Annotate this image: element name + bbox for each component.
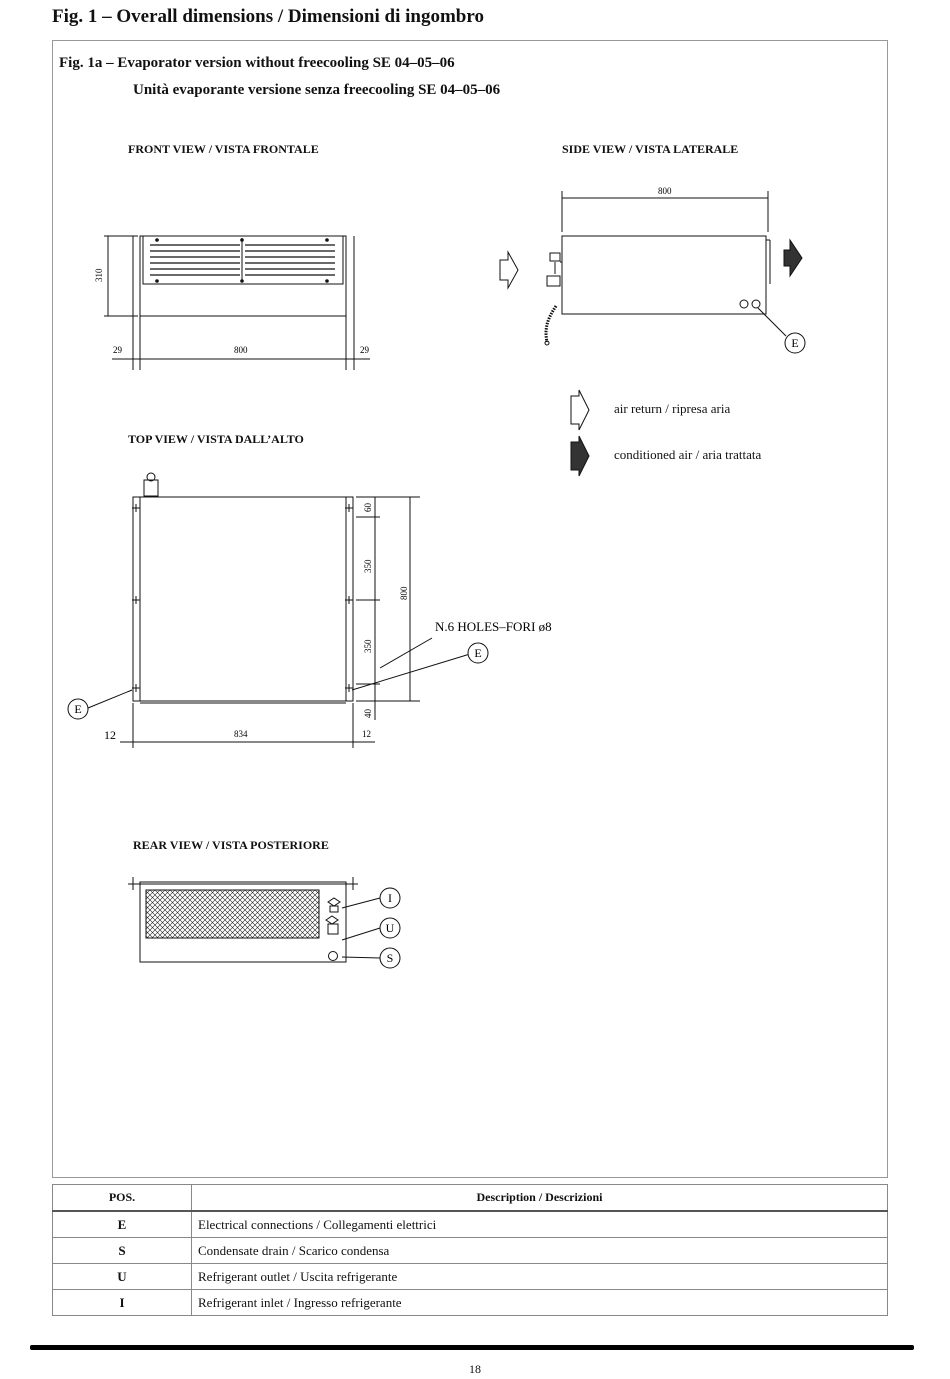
marker-i-rear-label: I [388,891,392,905]
figure-subtitle-it: Unità evaporante versione senza freecooling SE 04–05–06 [133,82,501,98]
row-pos: S [53,1238,192,1264]
legend-air-return-icon [571,390,589,430]
row-description: Electrical connections / Collegamenti elettrici [192,1211,888,1238]
holes-note: N.6 HOLES–FORI ø8 [435,619,552,634]
rear-view-drawing [128,877,380,962]
rear-view-label: REAR VIEW / VISTA POSTERIORE [133,838,329,852]
page-number: 18 [469,1362,481,1376]
row-description: Condensate drain / Scarico condensa [192,1238,888,1264]
side-view-label: SIDE VIEW / VISTA LATERALE [562,142,739,156]
table-header-row [53,1185,888,1212]
marker-e-top-right-label: E [474,646,482,660]
legend-air-return-text: air return / ripresa aria [614,401,731,416]
marker-s-rear-label: S [386,951,394,965]
side-view-drawing [545,191,786,345]
dim-top-width: 834 [234,729,248,739]
air-return-arrow-icon [500,252,518,288]
marker-e-top-left-label: E [74,702,82,716]
table-row [53,1211,888,1238]
row-pos: U [53,1264,192,1290]
dim-front-right: 29 [360,345,369,355]
dim-top-d4: 40 [363,709,373,718]
figure-title: Fig. 1 – Overall dimensions / Dimensioni di ingombro [52,6,484,27]
row-description: Refrigerant inlet / Ingresso refrigerante [192,1290,888,1316]
marker-u-rear-label: U [385,921,395,935]
dim-front-width: 800 [234,345,248,355]
col-header-pos: POS. [53,1185,192,1212]
dim-top-d2: 350 [363,559,373,573]
row-pos: I [53,1290,192,1316]
legend-conditioned-air-icon [571,436,589,476]
dim-front-left: 29 [113,345,122,355]
table-row [53,1264,888,1290]
dim-top-right: 12 [362,729,371,739]
col-header-description: Description / Descrizioni [192,1185,888,1212]
top-view-drawing [88,473,470,748]
dim-top-total: 800 [399,586,409,600]
marker-e-side-label: E [791,336,799,350]
dim-top-d1: 60 [363,503,373,512]
position-legend-table [52,1184,888,1316]
figure-subtitle-en: Fig. 1a – Evaporator version without freecooling SE 04–05–06 [59,55,455,71]
dim-top-d3: 350 [363,639,373,653]
conditioned-air-arrow-icon [784,240,802,276]
front-view-label: FRONT VIEW / VISTA FRONTALE [128,142,319,156]
top-view-label: TOP VIEW / VISTA DALL’ALTO [128,432,304,446]
table-row [53,1290,888,1316]
dim-front-height: 310 [94,268,104,282]
footer-rule [30,1345,914,1350]
dim-top-left: 12 [104,728,116,742]
dim-side-width: 800 [658,186,672,196]
table-row [53,1238,888,1264]
row-description: Refrigerant outlet / Uscita refrigerante [192,1264,888,1290]
legend-conditioned-air-text: conditioned air / aria trattata [614,447,762,462]
row-pos: E [53,1211,192,1238]
